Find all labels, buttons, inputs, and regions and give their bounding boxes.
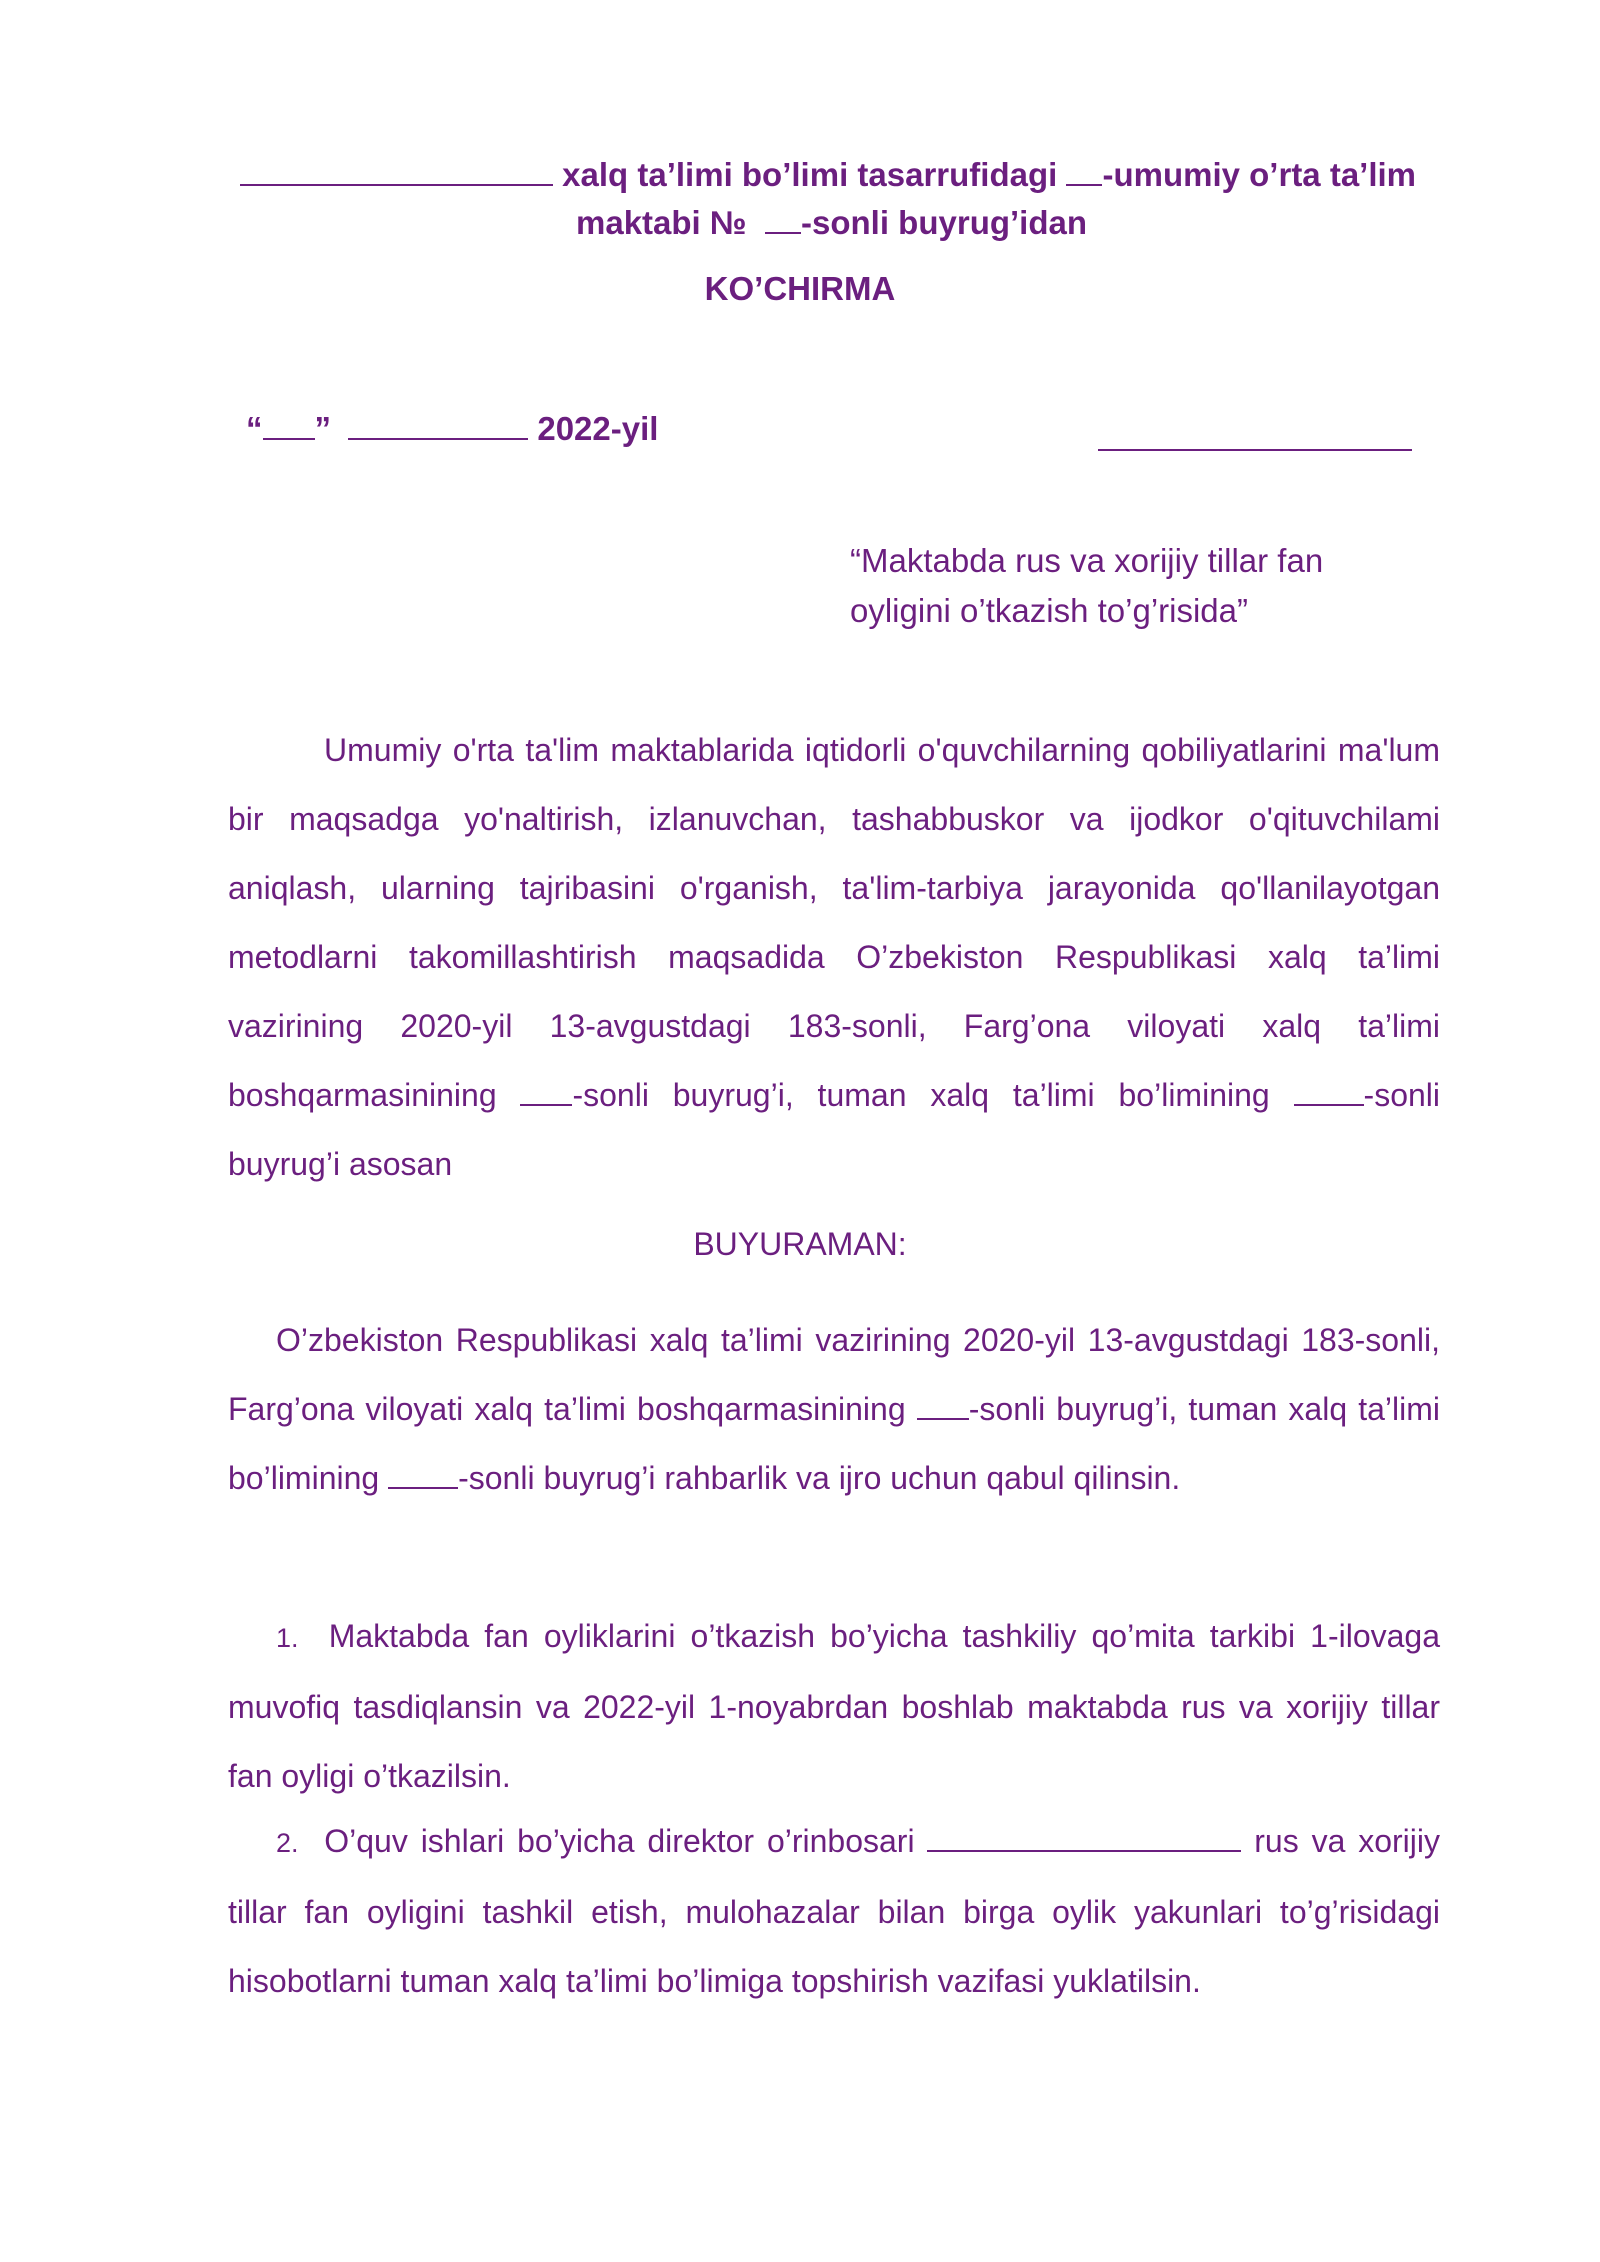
order-text-b: -sonli buyrug’i, tuman xalq ta’limi bo’limining: [228, 1391, 1441, 1496]
date-year: 2022-yil: [537, 410, 659, 447]
order-text-c: -sonli buyrug’i rahbarlik va ijro uchun qabul qilinsin.: [458, 1460, 1181, 1496]
district-blank: [240, 158, 553, 186]
item-2-text-a: O’quv ishlari bo’yicha direktor o’rinbosari: [324, 1823, 928, 1859]
intro-text-a: Umumiy o'rta ta'lim maktablarida iqtidorli o'quvchilarning qobiliyatlarini ma'lum bir maqsadga yo'naltirish, izlanuvchan, tashabbuskor va ijodkor o'qituvchilami aniqlash, ularning tajribasini o'rganish, ta'lim-tarbiya jarayonida qo'llanilayotgan metodlarni takomillashtirish maqsadida O’zbekiston Respublikasi xalq ta’limi vazirining 2020-yil 13-avgustdagi 183-sonli, Farg’ona viloyati xalq ta’limi boshqarmasinining: [228, 732, 1440, 1113]
subject-line-1: “Maktabda rus va xorijiy tillar fan: [850, 542, 1324, 579]
header-line-2: [576, 198, 1087, 247]
deputy-name-blank: [927, 1824, 1241, 1852]
intro-text-b: -sonli buyrug’i, tuman xalq ta’limi bo’limining: [572, 1077, 1294, 1113]
header-line-1-tail: -umumiy o’rta ta’lim: [1102, 156, 1417, 193]
order-item-1: [228, 1602, 1440, 1811]
order-region-blank: [917, 1392, 969, 1420]
date-close-quote: ”: [314, 410, 331, 447]
month-blank: [348, 412, 528, 440]
place-blank: [1098, 423, 1412, 451]
date-line: [246, 410, 658, 448]
day-blank: [263, 412, 315, 440]
intro-text-c: -sonli buyrug’i asosan: [228, 1077, 1441, 1182]
date-open-quote: “: [246, 410, 263, 447]
order-item-2: [228, 1807, 1440, 2016]
document-title: KO’CHIRMA: [704, 270, 896, 307]
order-number-blank: [765, 206, 801, 234]
order-subject: [850, 536, 1323, 636]
order-text-a: O’zbekiston Respublikasi xalq ta’limi vazirining 2020-yil 13-avgustdagi 183-sonli, Farg’ona viloyati xalq ta’limi boshqarmasinining: [228, 1322, 1440, 1427]
item-2-number: 2.: [276, 1828, 299, 1858]
intro-paragraph: [228, 716, 1440, 1199]
header-line-1: [240, 150, 1416, 199]
item-2-text-b: rus va xorijiy tillar fan oyligini tashkil etish, mulohazalar bilan birga oylik yakunlari to’g’risidagi hisobotlarni tuman xalq ta’limi bo’limiga topshirish vazifasi yuklatilsin.: [228, 1823, 1441, 1999]
item-1-number: 1.: [276, 1623, 299, 1653]
header-line-2-tail: -sonli buyrug’idan: [801, 204, 1088, 241]
header-line-2-text: maktabi №: [576, 204, 747, 241]
subject-line-2: oyligini o’tkazish to’g’risida”: [850, 592, 1248, 629]
order-district-blank: [388, 1461, 458, 1489]
item-1-text: Maktabda fan oyliklarini o’tkazish bo’yicha tashkiliy qo’mita tarkibi 1-ilovaga muvofiq tasdiqlansin va 2022-yil 1-noyabrdan boshlab maktabda rus va xorijiy tillar fan oyligi o’tkazilsin.: [228, 1618, 1441, 1794]
region-order-blank: [520, 1078, 572, 1106]
order-heading: BUYURAMAN:: [693, 1226, 907, 1262]
order-paragraph: [228, 1306, 1440, 1513]
district-order-blank: [1294, 1078, 1364, 1106]
school-number-blank: [1066, 158, 1102, 186]
header-line-1-text: xalq ta’limi bo’limi tasarrufidagi: [562, 156, 1058, 193]
